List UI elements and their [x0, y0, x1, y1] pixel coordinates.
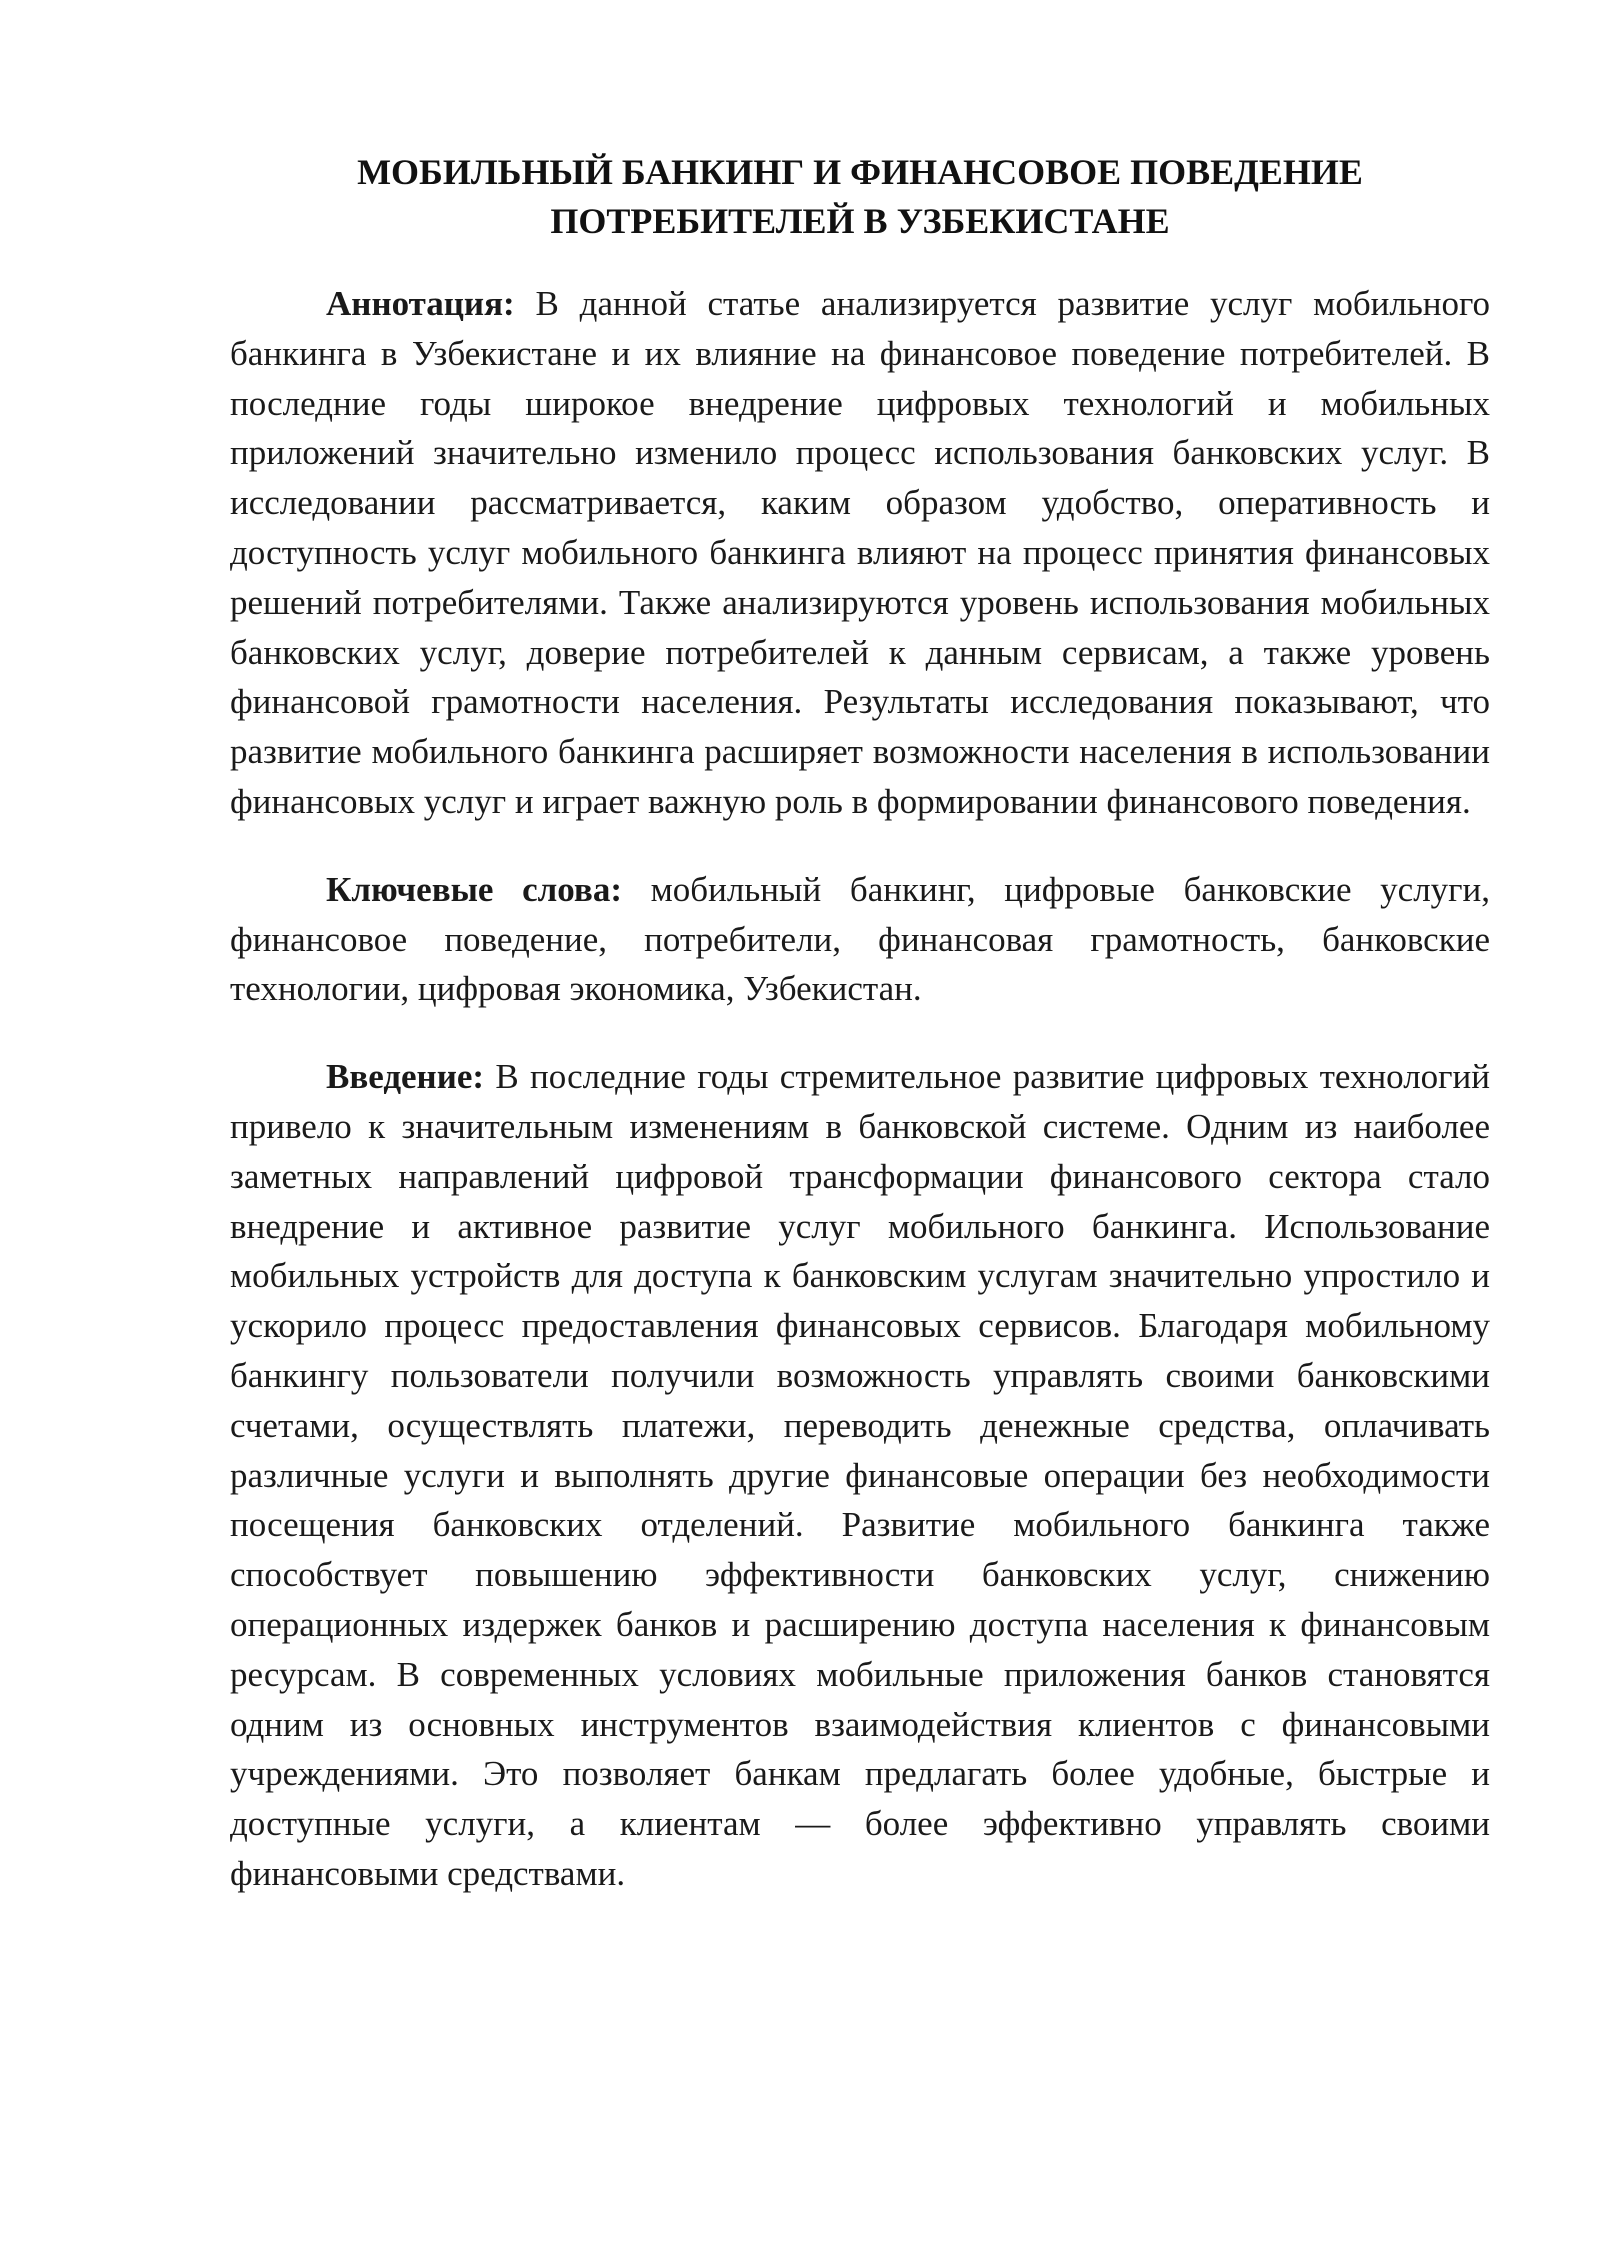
keywords-label: Ключевые слова:	[326, 869, 622, 909]
document-title-line-1: МОБИЛЬНЫЙ БАНКИНГ И ФИНАНСОВОЕ ПОВЕДЕНИЕ	[357, 152, 1363, 192]
document-title	[230, 148, 1490, 246]
abstract-text: В данной статье анализируется развитие услуг мобильного банкинга в Узбекистане и их влияние на финансовое поведение потребителей. В последние годы широкое внедрение цифровых технологий и мобильных приложений значительно изменило процесс использования банковских услуг. В исследовании рассматривается, каким образом удобство, оперативность и доступность услуг мобильного банкинга влияют на процесс принятия финансовых решений потребителями. Также анализируются уровень использования мобильных банковских услуг, доверие потребителей к данным сервисам, а также уровень финансовой грамотности населения. Результаты исследования показывают, что развитие мобильного банкинга расширяет возможности населения в использовании финансовых услуг и играет важную роль в формировании финансового поведения.	[230, 284, 1491, 821]
document-content	[230, 148, 1490, 1899]
abstract-label: Аннотация:	[326, 284, 515, 323]
keywords-paragraph	[230, 865, 1490, 1014]
document-title-line-2: ПОТРЕБИТЕЛЕЙ В УЗБЕКИСТАНЕ	[550, 201, 1170, 241]
introduction-label: Введение:	[326, 1057, 485, 1097]
introduction-paragraph	[230, 1052, 1490, 1899]
abstract-paragraph	[230, 279, 1490, 827]
keywords-text: мобильный банкинг, цифровые банковские услуги, финансовое поведение, потребители, финансовая грамотность, банковские технологии, цифровая экономика, Узбекистан.	[230, 869, 1491, 1009]
introduction-text: В последние годы стремительное развитие цифровых технологий привело к значительным изменениям в банковской системе. Одним из наиболее заметных направлений цифровой трансформации финансового сектора стало внедрение и активное развитие услуг мобильного банкинга. Использование мобильных устройств для доступа к банковским услугам значительно упростило и ускорило процесс предоставления финансовых сервисов. Благодаря мобильному банкингу пользователи получили возможность управлять своими банковскими счетами, осуществлять платежи, переводить денежные средства, оплачивать различные услуги и выполнять другие финансовые операции без необходимости посещения банковских отделений. Развитие мобильного банкинга также способствует повышению эффективности банковских услуг, снижению операционных издержек банков и расширению доступа населения к финансовым ресурсам. В современных условиях мобильные приложения банков становятся одним из основных инструментов взаимодействия клиентов с финансовыми учреждениями. Это позволяет банкам предлагать более удобные, быстрые и доступные услуги, а клиентам — более эффективно управлять своими финансовыми средствами.	[230, 1057, 1491, 1893]
